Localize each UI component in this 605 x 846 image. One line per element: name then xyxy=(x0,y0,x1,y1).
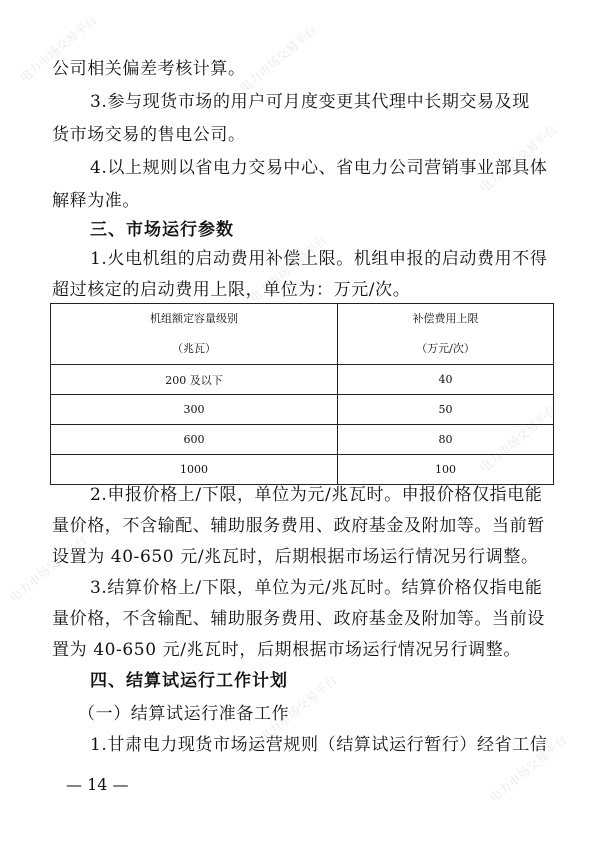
watermark: 电力市场交易平台 xyxy=(487,732,570,806)
header-label: 补偿费用上限 xyxy=(412,312,479,325)
paragraph-line: 1.火电机组的启动费用补偿上限。机组申报的启动费用不得 xyxy=(90,249,548,269)
header-label: 机组额定容量级别 xyxy=(149,312,238,325)
table-cell: 1000 xyxy=(51,455,338,485)
paragraph-line: 3.参与现货市场的用户可月度变更其代理中长期交易及现 xyxy=(90,92,530,112)
section-heading: 四、结算试运行工作计划 xyxy=(90,671,288,691)
paragraph-line: 设置为 40-650 元/兆瓦时，后期根据市场运行情况另行调整。 xyxy=(52,547,539,567)
table-row xyxy=(51,395,554,425)
header-unit: （万元/次） xyxy=(416,342,475,355)
watermark: 电力市场交易平台 xyxy=(257,672,340,746)
watermark: 电力市场交易平台 xyxy=(7,532,90,606)
watermark: 电力市场交易平台 xyxy=(477,402,560,476)
table-row xyxy=(51,365,554,395)
paragraph-line: 3.结算价格上/下限，单位为元/兆瓦时。结算价格仅指电能 xyxy=(90,578,543,598)
table-cell: 600 xyxy=(51,425,338,455)
paragraph-line: 超过核定的启动费用上限，单位为：万元/次。 xyxy=(52,280,411,300)
table-cell: 40 xyxy=(337,365,553,395)
table-header-cell xyxy=(337,304,553,365)
watermark: 电力市场交易平台 xyxy=(237,22,320,96)
paragraph-line: 4.以上规则以省电力交易中心、省电力公司营销事业部具体 xyxy=(90,158,548,178)
paragraph-line: 解释为准。 xyxy=(52,191,140,211)
table-row xyxy=(51,455,554,485)
watermark: 电力市场交易平台 xyxy=(17,12,100,86)
watermark: 电力市场交易平台 xyxy=(247,232,330,306)
watermark: 电力市场交易平台 xyxy=(477,122,560,196)
paragraph-line: 货市场交易的售电公司。 xyxy=(52,125,246,145)
table-row xyxy=(51,425,554,455)
paragraph-line: 量价格，不含输配、辅助服务费用、政府基金及附加等。当前暂 xyxy=(52,516,545,536)
paragraph-line: 量价格，不含输配、辅助服务费用、政府基金及附加等。当前设 xyxy=(52,609,545,629)
table-cell: 100 xyxy=(337,455,553,485)
header-unit: （兆瓦） xyxy=(171,342,216,355)
page-number: — 14 — xyxy=(66,775,129,794)
paragraph-line: 公司相关偏差考核计算。 xyxy=(52,59,246,79)
paragraph-line: 2.申报价格上/下限，单位为元/兆瓦时。申报价格仅指电能 xyxy=(90,485,543,505)
table-cell: 200 及以下 xyxy=(51,365,338,395)
table-cell: 50 xyxy=(337,395,553,425)
table-header-cell xyxy=(51,304,338,365)
paragraph-line: 置为 40-650 元/兆瓦时，后期根据市场运行情况另行调整。 xyxy=(52,640,521,660)
table-header-row xyxy=(51,304,554,365)
subsection-heading: （一）结算试运行准备工作 xyxy=(78,704,290,724)
section-heading: 三、市场运行参数 xyxy=(90,220,234,240)
table-cell: 300 xyxy=(51,395,338,425)
paragraph-line: 1.甘肃电力现货市场运营规则（结算试运行暂行）经省工信 xyxy=(90,735,548,755)
table-cell: 80 xyxy=(337,425,553,455)
startup-cost-table xyxy=(50,303,554,485)
